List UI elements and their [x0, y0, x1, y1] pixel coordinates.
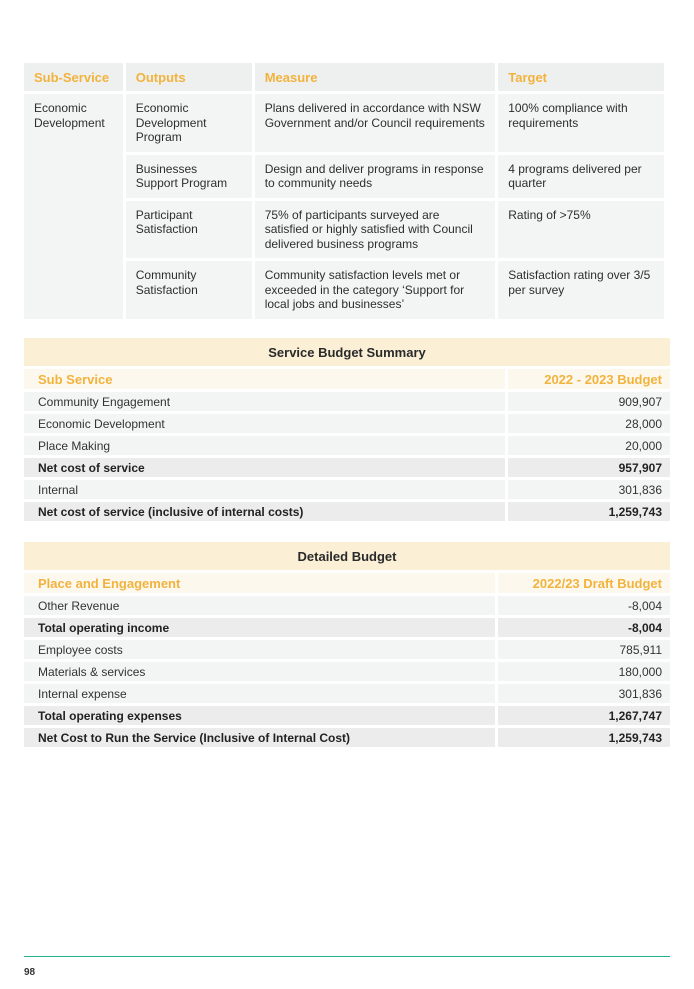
row-value: -8,004 [495, 618, 670, 637]
row-label: Net cost of service (inclusive of internal costs) [24, 502, 505, 521]
output-cell: Community Satisfaction [126, 261, 252, 319]
table-title-row [24, 542, 670, 570]
row-value: 909,907 [505, 392, 670, 411]
table-row [24, 640, 670, 659]
detailed-budget-table [24, 539, 670, 750]
target-cell: 100% compliance with requirements [498, 94, 664, 152]
table-row [24, 596, 670, 615]
header-target: Target [498, 63, 664, 91]
row-label: Other Revenue [24, 596, 495, 615]
table-title: Detailed Budget [24, 542, 670, 570]
row-label: Economic Development [24, 414, 505, 433]
table-row [24, 94, 664, 152]
row-value: 180,000 [495, 662, 670, 681]
header-sub-service: Sub Service [24, 369, 505, 389]
row-label: Materials & services [24, 662, 495, 681]
target-cell: Satisfaction rating over 3/5 per survey [498, 261, 664, 319]
table-row [24, 480, 670, 499]
table-row [24, 436, 670, 455]
table-row [24, 502, 670, 521]
row-value: 1,267,747 [495, 706, 670, 725]
row-value: 301,836 [495, 684, 670, 703]
row-label: Total operating expenses [24, 706, 495, 725]
output-cell: Businesses Support Program [126, 155, 252, 198]
measures-header-row [24, 63, 664, 91]
header-outputs: Outputs [126, 63, 252, 91]
table-row [24, 392, 670, 411]
row-value: 301,836 [505, 480, 670, 499]
header-budget: 2022 - 2023 Budget [505, 369, 670, 389]
row-value: -8,004 [495, 596, 670, 615]
table-header-row [24, 573, 670, 593]
row-label: Place Making [24, 436, 505, 455]
row-value: 20,000 [505, 436, 670, 455]
measure-cell: Plans delivered in accordance with NSW Government and/or Council requirements [255, 94, 496, 152]
row-label: Community Engagement [24, 392, 505, 411]
row-label: Net Cost to Run the Service (Inclusive of Internal Cost) [24, 728, 495, 747]
table-header-row [24, 369, 670, 389]
table-row [24, 706, 670, 725]
row-label: Total operating income [24, 618, 495, 637]
table-row [24, 458, 670, 477]
table-row [24, 684, 670, 703]
row-value: 28,000 [505, 414, 670, 433]
row-value: 785,911 [495, 640, 670, 659]
header-draft-budget: 2022/23 Draft Budget [495, 573, 670, 593]
table-row [24, 618, 670, 637]
row-value: 957,907 [505, 458, 670, 477]
table-row [24, 414, 670, 433]
output-cell: Participant Satisfaction [126, 201, 252, 259]
row-label: Internal [24, 480, 505, 499]
header-measure: Measure [255, 63, 496, 91]
target-cell: Rating of >75% [498, 201, 664, 259]
row-value: 1,259,743 [495, 728, 670, 747]
table-row [24, 728, 670, 747]
header-place-engagement: Place and Engagement [24, 573, 495, 593]
row-label: Net cost of service [24, 458, 505, 477]
sub-service-cell: Economic Development [24, 94, 123, 319]
row-label: Employee costs [24, 640, 495, 659]
header-sub-service: Sub-Service [24, 63, 123, 91]
output-cell: Economic Development Program [126, 94, 252, 152]
row-label: Internal expense [24, 684, 495, 703]
target-cell: 4 programs delivered per quarter [498, 155, 664, 198]
measures-table [21, 60, 667, 322]
service-budget-summary-table [24, 335, 670, 524]
measure-cell: 75% of participants surveyed are satisfied or highly satisfied with Council delivered business programs [255, 201, 496, 259]
page-number: 98 [24, 967, 36, 978]
table-title: Service Budget Summary [24, 338, 670, 366]
footer-divider [24, 956, 670, 957]
table-row [24, 662, 670, 681]
table-title-row [24, 338, 670, 366]
row-value: 1,259,743 [505, 502, 670, 521]
measure-cell: Community satisfaction levels met or exceeded in the category ‘Support for local jobs and businesses’ [255, 261, 496, 319]
measure-cell: Design and deliver programs in response to community needs [255, 155, 496, 198]
